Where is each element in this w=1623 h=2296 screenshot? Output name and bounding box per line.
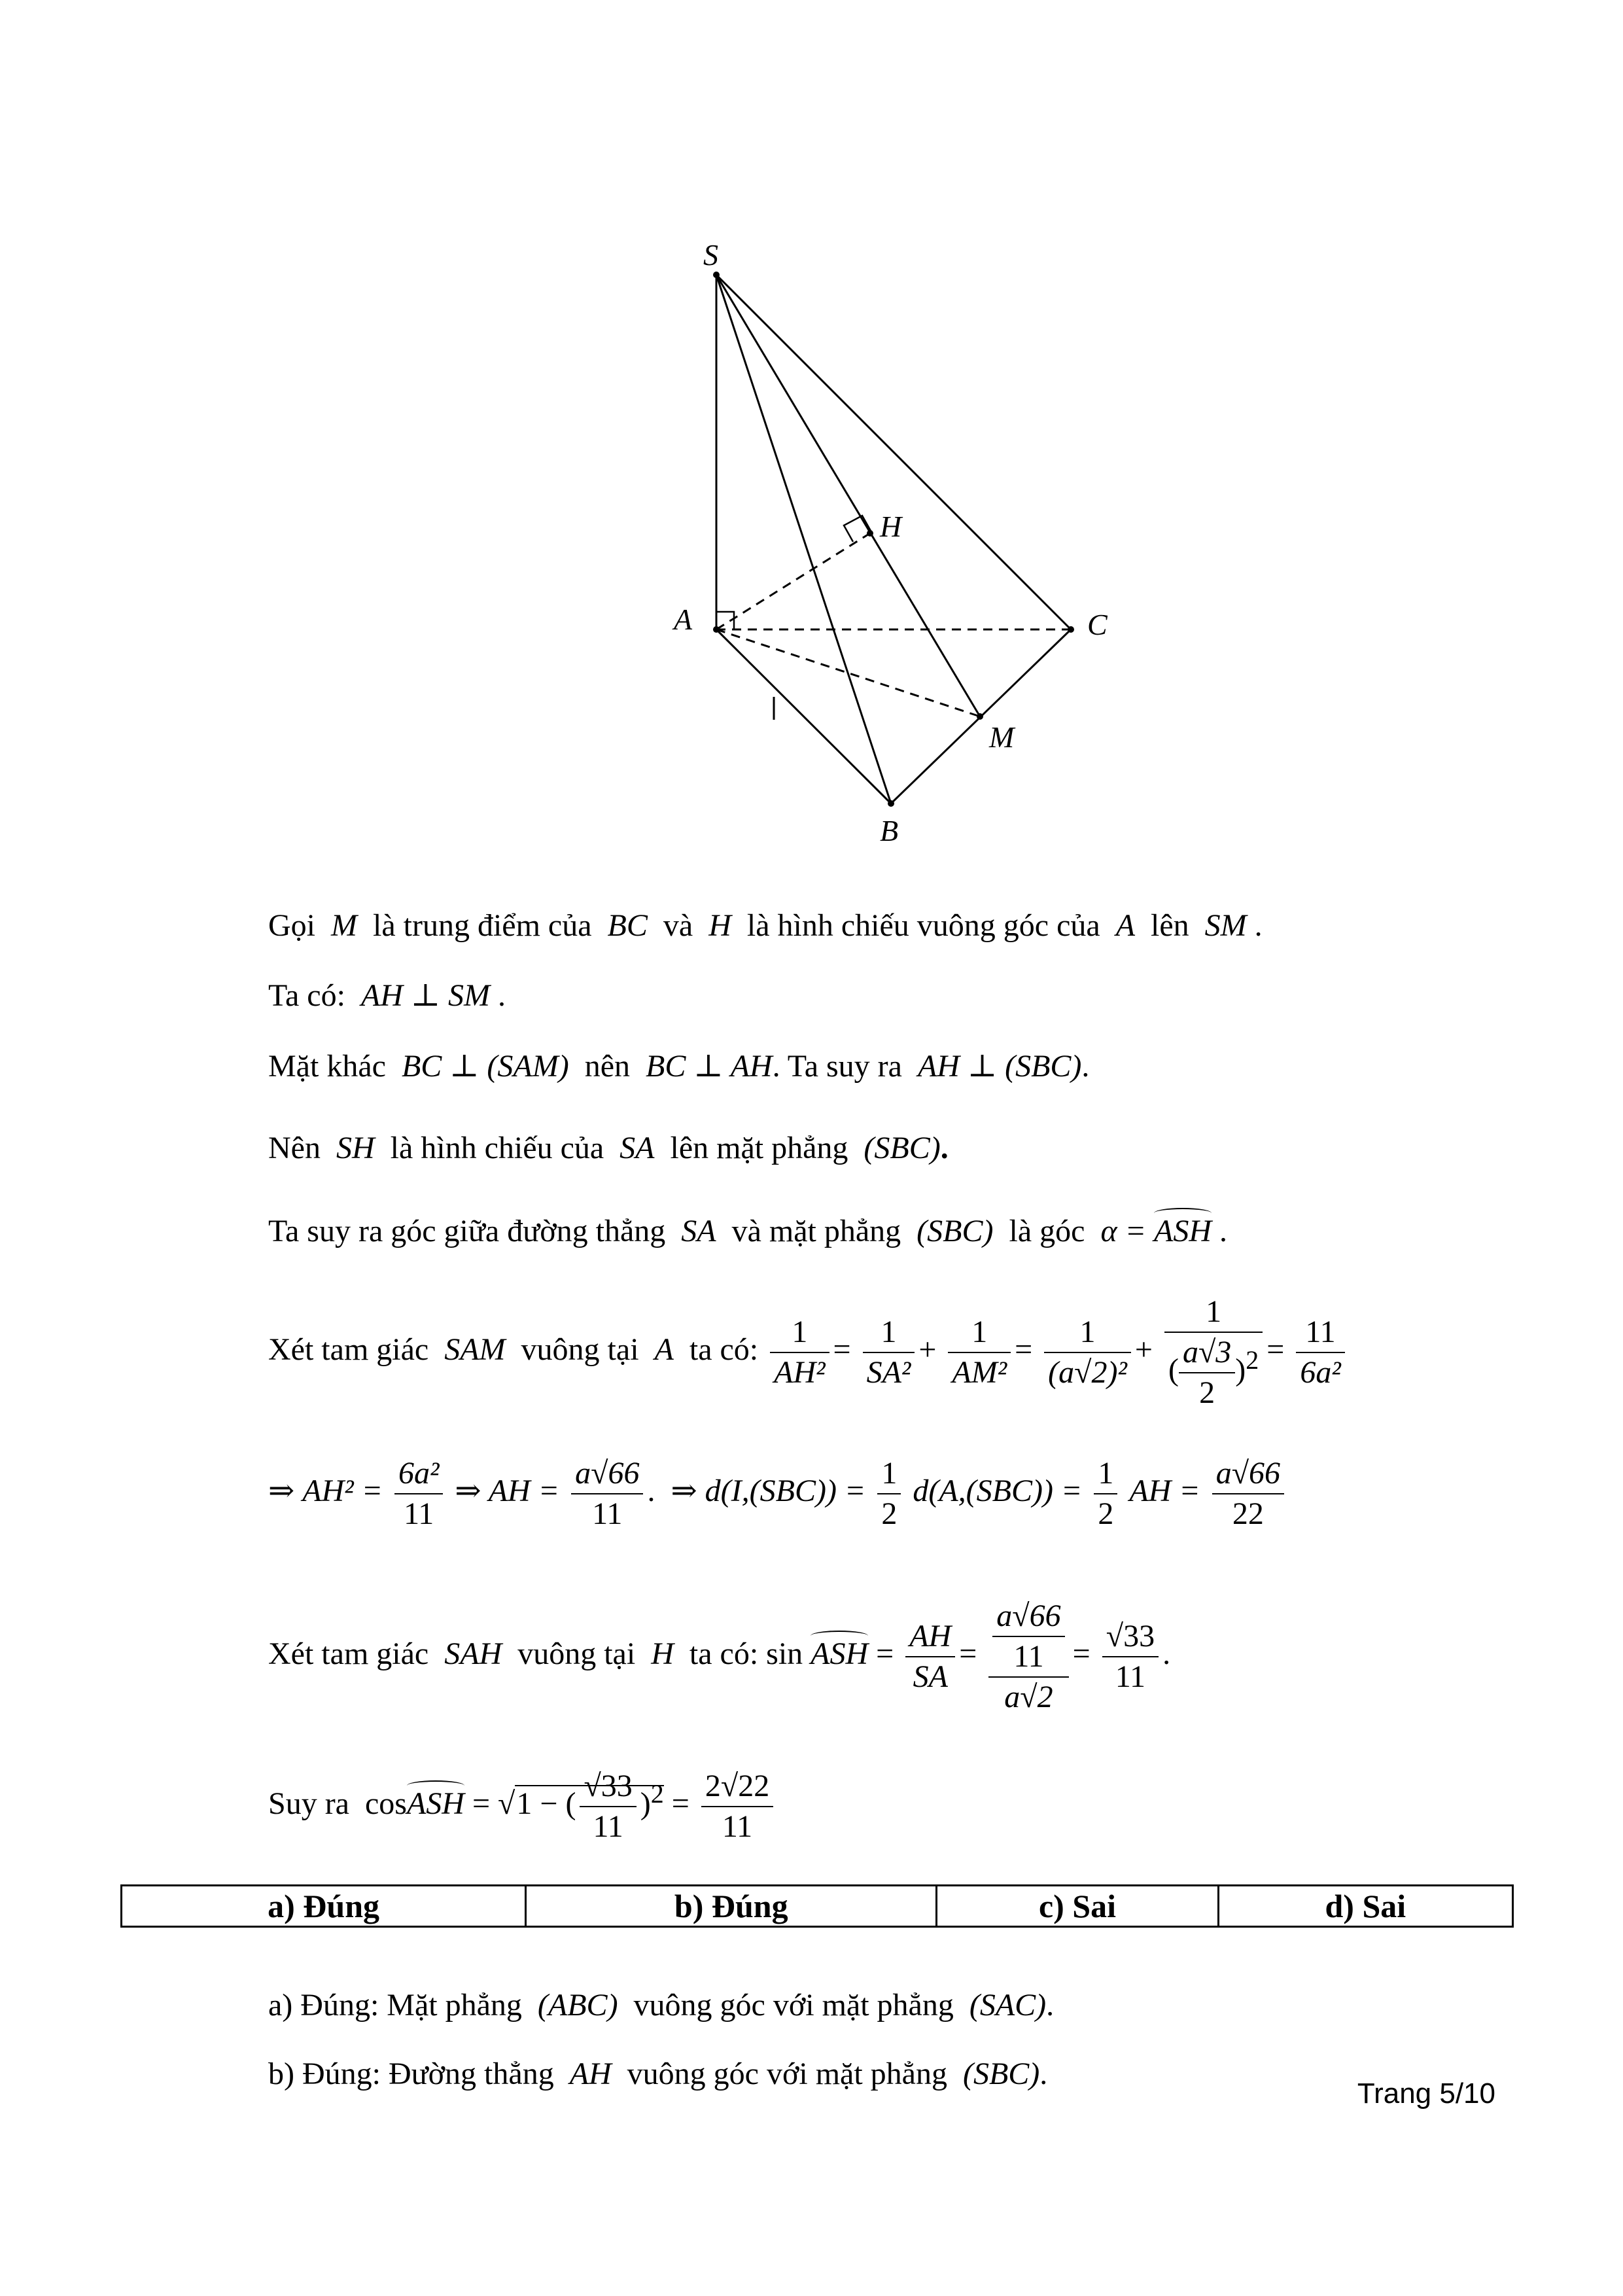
- label-C: C: [1087, 608, 1108, 641]
- edge-AB: [716, 629, 891, 804]
- text-line-3: Mặt khác BC ⊥ (SAM) nên BC ⊥ AH. Ta suy ra AH ⊥ (SBC).: [268, 1049, 1090, 1084]
- explain-b: b) Đúng: Đường thẳng AH vuông góc với mặt phẳng (SBC).: [268, 2057, 1048, 2091]
- edge-SM: [716, 275, 980, 716]
- text-line-1: Gọi M là trung điểm của BC và H là hình chiếu vuông góc của A lên SM .: [268, 908, 1263, 943]
- text-line-2: Ta có: AH ⊥ SM .: [268, 978, 506, 1013]
- answer-cell-d: d) Sai: [1218, 1886, 1512, 1927]
- formula-line-6: Xét tam giác SAM vuông tại A ta có: $\frac{1}{\text{AH²}}$ = $\frac{1}{\text{SA²}}$ + $\frac{1}{\text{AM²}}$ = $\frac{1}{\text{(a√2)²}}$ + 1 ( $\frac{a√3}{2}$ )$^2$ = $\frac{11}{\text{6a²}}$: [268, 1292, 1349, 1413]
- answer-cell-b: b) Đúng: [526, 1886, 937, 1927]
- answer-cell-a: a) Đúng: [122, 1886, 526, 1927]
- label-B: B: [880, 814, 899, 847]
- edge-SB: [716, 275, 891, 804]
- answer-table: [120, 1884, 1514, 1928]
- label-H: H: [880, 510, 902, 543]
- table-row: [122, 1886, 1513, 1927]
- page-number: Trang 5/10: [1357, 2077, 1495, 2110]
- label-S: S: [703, 238, 718, 272]
- formula-line-7: ⇒ AH² = $\frac{\text{6a²}}{11}$ ⇒ AH = $\frac{a√66}{11}$ . ⇒ d(I,(SBC)) = $\frac{1}{2}$ d(A,(SBC)) = $\frac{1}{2}$ AH = $\frac{a√66}{22}$: [268, 1454, 1288, 1534]
- edge-SC: [716, 275, 1071, 629]
- text-line-4: Nên SH là hình chiếu của SA lên mặt phẳng (SBC).: [268, 1131, 949, 1165]
- edge-AH: [716, 533, 870, 629]
- label-M: M: [989, 720, 1015, 754]
- answer-cell-c: c) Sai: [937, 1886, 1218, 1927]
- label-A: A: [674, 603, 693, 636]
- formula-line-8: Xét tam giác SAH vuông tại H ta có: sin ASH = $\frac{AH}{SA}$ = $\frac{\frac{a√66}{11}}{a√2}$ = $\frac{√33}{11}$ .: [268, 1597, 1170, 1717]
- explain-a: a) Đúng: Mặt phẳng (ABC) vuông góc với mặt phẳng (SAC).: [268, 1988, 1055, 2022]
- pyramid-figure: [641, 222, 1164, 864]
- text-line-5: Ta suy ra góc giữa đường thẳng SA và mặt phẳng (SBC) là góc α = ASH .: [268, 1212, 1227, 1251]
- formula-line-9: Suy ra cosASH = √1 − ( $\frac{√33}{11}$ )$^2$ = $\frac{2√22}{11}$: [268, 1767, 777, 1846]
